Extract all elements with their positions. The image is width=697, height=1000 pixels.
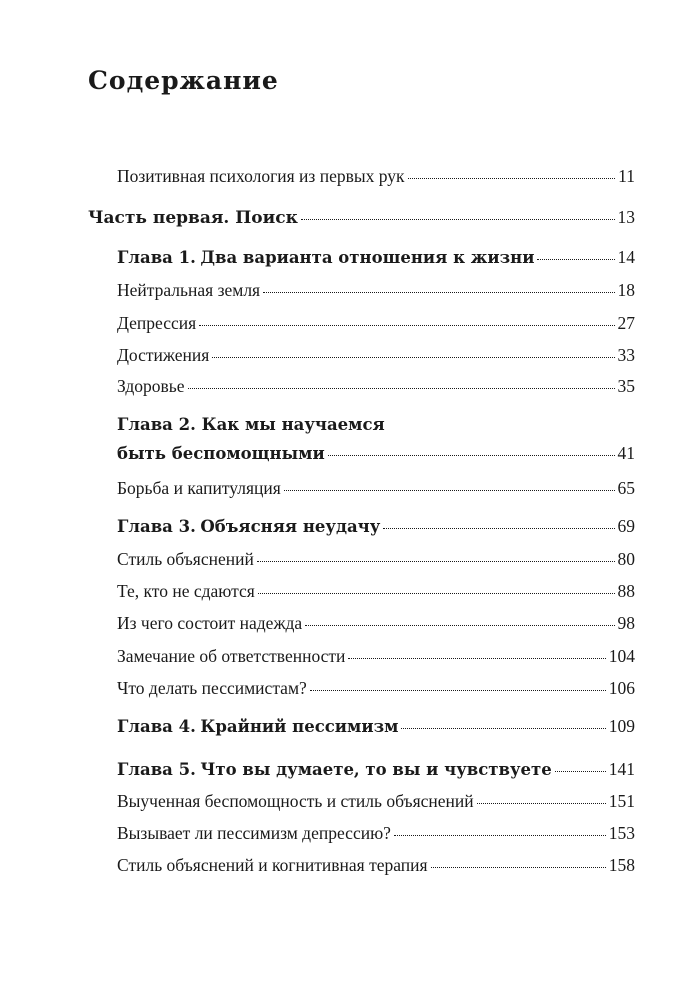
toc-entry-title: Депрессия — [117, 313, 197, 333]
toc-page-number: 35 — [617, 376, 635, 396]
toc-entry-title — [117, 244, 534, 271]
toc-page-number: 158 — [608, 855, 635, 875]
chapter-prefix: Глава 5. — [117, 760, 196, 779]
dot-leader — [212, 357, 614, 358]
toc-entry[interactable] — [117, 610, 635, 636]
chapter-prefix: Глава 3. — [117, 517, 196, 536]
dot-leader — [263, 292, 614, 293]
toc-entry[interactable] — [117, 475, 635, 501]
toc-entry-title: Что делать пессимистам? — [117, 678, 307, 698]
dot-leader — [431, 867, 606, 868]
toc-page-number: 13 — [617, 207, 635, 227]
dot-leader — [394, 835, 606, 836]
chapter-prefix: Глава 1. — [117, 248, 196, 267]
dot-leader — [401, 728, 605, 729]
dot-leader — [199, 325, 614, 326]
toc-chapter-entry[interactable] — [117, 513, 635, 539]
toc-entry-title: Замечание об ответственности — [117, 646, 346, 666]
chapter-title: Что вы думаете, то вы и чувствуете — [200, 760, 552, 779]
toc-entry[interactable] — [117, 163, 635, 189]
toc-entry[interactable] — [117, 643, 635, 669]
toc-part-entry[interactable] — [88, 204, 635, 230]
chapter-prefix: Глава 2. — [117, 415, 196, 434]
dot-leader — [383, 528, 614, 529]
toc-chapter-entry[interactable] — [117, 440, 635, 466]
toc-page-number: 11 — [618, 166, 635, 186]
toc-entry-title — [117, 756, 552, 783]
toc-entry[interactable] — [117, 277, 635, 303]
dot-leader — [408, 178, 616, 179]
toc-entry-title: Позитивная психология из первых рук — [117, 166, 405, 186]
toc-page-number: 141 — [608, 759, 635, 779]
toc-page-number: 14 — [617, 247, 635, 267]
toc-entry-title: Здоровье — [117, 376, 185, 396]
chapter-title: Объясняя неудачу — [200, 517, 381, 536]
toc-page-number: 33 — [617, 345, 635, 365]
toc-entry[interactable] — [117, 578, 635, 604]
toc-page-number: 109 — [608, 716, 635, 736]
dot-leader — [328, 455, 615, 456]
toc-page-number: 106 — [608, 678, 635, 698]
toc-entry[interactable] — [117, 675, 635, 701]
dot-leader — [284, 490, 615, 491]
toc-page-number: 151 — [608, 791, 635, 811]
toc-entry-title: Достижения — [117, 345, 210, 365]
dot-leader — [537, 259, 614, 260]
toc-entry[interactable] — [117, 852, 635, 878]
toc-entry-title: Выученная беспомощность и стиль объяснений — [117, 791, 474, 811]
page-title: Содержание — [88, 66, 279, 95]
chapter-prefix: Глава 4. — [117, 717, 196, 736]
toc-page-number: 104 — [608, 646, 635, 666]
toc-entry[interactable] — [117, 373, 635, 399]
chapter-title-line1: Как мы научаемся — [201, 415, 385, 434]
dot-leader — [305, 625, 614, 626]
toc-entry[interactable] — [117, 342, 635, 368]
dot-leader — [258, 593, 615, 594]
toc-entry[interactable] — [117, 310, 635, 336]
dot-leader — [310, 690, 606, 691]
dot-leader — [555, 771, 606, 772]
toc-entry[interactable] — [117, 820, 635, 846]
toc-entry-title: Нейтральная земля — [117, 280, 261, 300]
chapter-title: Крайний пессимизм — [200, 717, 399, 736]
toc-entry-title: Борьба и капитуляция — [117, 478, 281, 498]
toc-entry-title: Стиль объяснений и когнитивная терапия — [117, 855, 428, 875]
dot-leader — [301, 219, 615, 220]
toc-entry[interactable] — [117, 546, 635, 572]
toc-chapter-entry[interactable] — [117, 713, 635, 739]
dot-leader — [188, 388, 615, 389]
toc-page-number: 80 — [617, 549, 635, 569]
chapter-title-line2: быть беспомощными — [117, 444, 325, 463]
toc-entry-title: Те, кто не сдаются — [117, 581, 255, 601]
toc-page-number: 41 — [617, 443, 635, 463]
toc-page-number: 27 — [617, 313, 635, 333]
toc-entry-title: Из чего состоит надежда — [117, 613, 303, 633]
dot-leader — [477, 803, 606, 804]
toc-entry-title — [117, 440, 325, 467]
toc-entry-title: Вызывает ли пессимизм депрессию? — [117, 823, 391, 843]
toc-chapter-entry[interactable] — [117, 244, 635, 270]
toc-page-number: 153 — [608, 823, 635, 843]
toc-page-number: 98 — [617, 613, 635, 633]
dot-leader — [257, 561, 615, 562]
toc-entry-title: Стиль объяснений — [117, 549, 254, 569]
toc-chapter-title-line1[interactable] — [117, 412, 385, 438]
toc-entry[interactable] — [117, 788, 635, 814]
toc-page-number: 69 — [617, 516, 635, 536]
toc-entry-title: Часть первая. Поиск — [88, 208, 298, 228]
toc-page-number: 65 — [617, 478, 635, 498]
dot-leader — [348, 658, 605, 659]
toc-entry-title — [117, 513, 380, 540]
chapter-title: Два варианта отношения к жизни — [200, 248, 535, 267]
toc-chapter-entry[interactable] — [117, 756, 635, 782]
toc-page-number: 88 — [617, 581, 635, 601]
toc-page-number: 18 — [617, 280, 635, 300]
toc-entry-title — [117, 713, 398, 740]
